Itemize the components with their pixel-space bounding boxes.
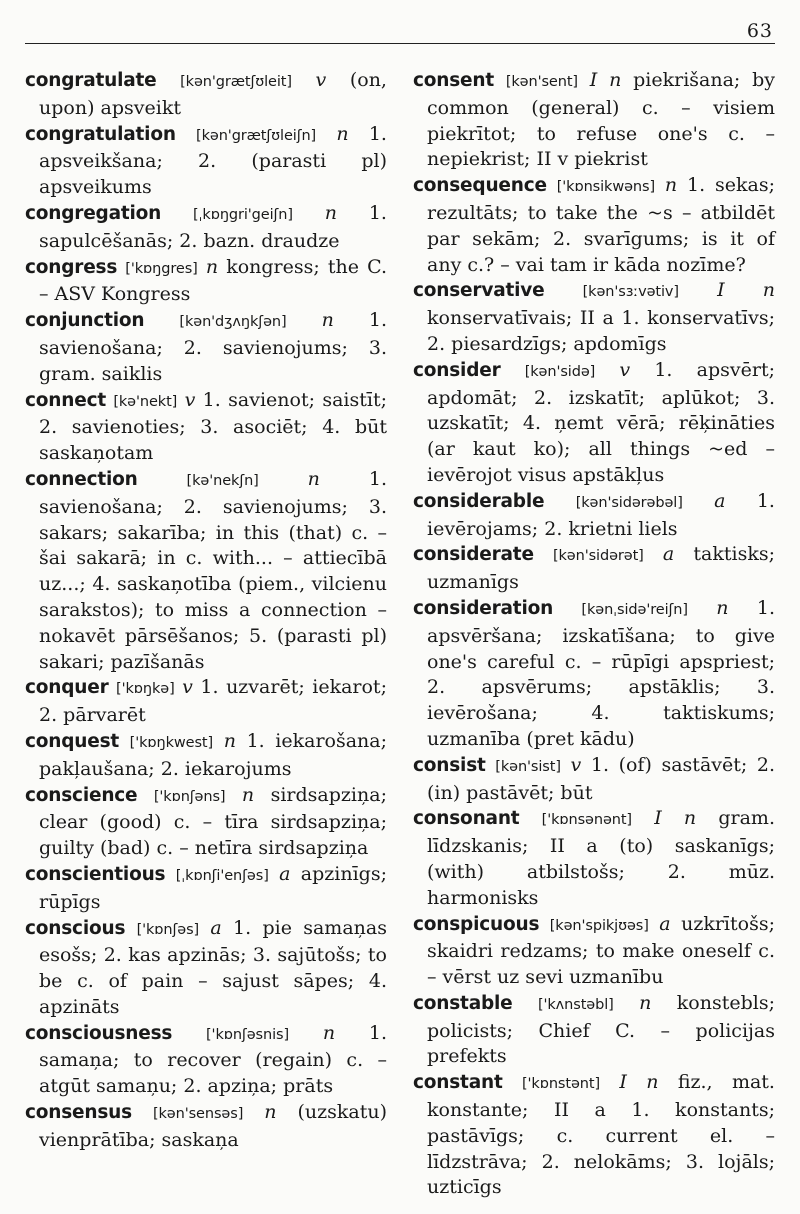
pronunciation: [kən'sent]	[505, 74, 578, 90]
dictionary-entry	[25, 388, 387, 467]
dictionary-entry	[25, 308, 387, 387]
definition: (on, upon) apsveikt	[39, 69, 387, 119]
headword: consist	[413, 754, 486, 776]
definition: konservatīvais; II a 1. konservatīvs; 2. piesardzīgs; apdomīgs	[427, 307, 775, 355]
definition: (uzskatu) vienprātība; saskaņa	[39, 1101, 387, 1151]
pronunciation: [ˌkɒnʃi'enʃəs]	[175, 867, 269, 884]
pronunciation: [kən'sidərəbəl]	[575, 494, 683, 511]
part-of-speech: a	[662, 543, 675, 566]
part-of-speech: v	[315, 69, 327, 91]
pronunciation: ['kɒnʃəns]	[153, 788, 226, 805]
dictionary-entry	[25, 862, 387, 916]
part-of-speech: a	[659, 912, 671, 935]
part-of-speech: v	[182, 676, 193, 699]
definition: konstebls; policists; Chief C. – policijas prefekts	[427, 991, 775, 1068]
headword: congratulation	[25, 123, 176, 145]
pronunciation: [kən'grætʃʊleiʃn]	[196, 127, 317, 144]
pronunciation: [kənˌsidə'reiʃn]	[581, 601, 688, 618]
part-of-speech: n	[324, 201, 338, 224]
dictionary-entry	[413, 991, 775, 1070]
headword: congress	[25, 256, 118, 278]
headword: conjunction	[25, 310, 145, 332]
definition: kongress; the C. – ASV Kongress	[39, 255, 387, 306]
dictionary-entry	[25, 201, 387, 255]
headword: conspicuous	[413, 913, 540, 935]
definition: piekrišana; by common (general) c. – visiem piekrītot; to refuse one's c. – nepiekrist; II v piekrist	[427, 69, 776, 171]
pronunciation: ['kɒŋkə]	[116, 681, 175, 698]
dictionary-entry	[413, 596, 775, 753]
headword: conquest	[25, 730, 120, 752]
definition: 1. (of) sastāvēt; 2. (in) pastāvēt; būt	[427, 753, 776, 804]
headword: conscious	[25, 917, 126, 939]
part-of-speech: a	[279, 862, 291, 885]
headword: consensus	[25, 1102, 132, 1124]
definition: 1. sekas; rezultāts; to take the ~s – atbildēt par sekām; 2. svarīgums; is it of any c.? – vai tam ir kāda nozīme?	[427, 174, 776, 276]
dictionary-columns	[25, 68, 775, 1201]
dictionary-entry	[25, 1021, 387, 1100]
part-of-speech: I n	[654, 807, 697, 830]
dictionary-entry	[25, 675, 387, 729]
dictionary-entry	[25, 255, 387, 309]
definition: 1. uzvarēt; iekarot; 2. pārvarēt	[39, 676, 387, 727]
part-of-speech: a	[714, 489, 726, 512]
part-of-speech: I n	[619, 1071, 659, 1094]
part-of-speech: n	[639, 991, 652, 1014]
definition: 1. savienošana; 2. savienojums; 3. gram. saiklis	[39, 309, 387, 385]
pronunciation: [kən'sist]	[495, 758, 561, 775]
dictionary-entry	[25, 467, 387, 675]
headword: consideration	[413, 597, 554, 619]
part-of-speech: a	[210, 916, 222, 939]
part-of-speech: n	[307, 467, 320, 490]
pronunciation: ['kɒnsikwəns]	[556, 179, 656, 196]
definition: 1. ievērojams; 2. krietni liels	[427, 489, 775, 540]
part-of-speech: n	[321, 309, 334, 332]
part-of-speech: n	[241, 783, 255, 806]
part-of-speech: n	[223, 729, 236, 752]
dictionary-entry	[413, 912, 775, 991]
headword: consent	[413, 70, 495, 91]
part-of-speech: v	[619, 358, 631, 381]
headword: constant	[413, 1072, 503, 1094]
part-of-speech: n	[322, 1021, 336, 1044]
headword: connect	[25, 389, 106, 411]
definition: apzinīgs; rūpīgs	[39, 862, 387, 913]
dictionary-entry	[413, 753, 775, 807]
part-of-speech: I n	[717, 279, 775, 302]
pronunciation: [kən'sensəs]	[152, 1106, 244, 1123]
dictionary-entry	[413, 358, 775, 489]
dictionary-entry	[25, 1100, 387, 1154]
pronunciation: [ˌkɒŋgri'geiʃn]	[192, 206, 293, 223]
pronunciation: [kən'sɜːvətiv]	[582, 284, 679, 301]
definition: 1. apsveikšana; 2. (parasti pl) apsveikums	[39, 122, 387, 199]
pronunciation: ['kɒnstənt]	[521, 1076, 600, 1093]
part-of-speech: v	[570, 753, 582, 776]
headword: conscientious	[25, 863, 166, 885]
pronunciation: ['kɒnʃəs]	[136, 921, 200, 938]
dictionary-entry	[25, 783, 387, 862]
dictionary-entry	[25, 122, 387, 201]
left-column	[25, 68, 387, 1201]
definition: gram. līdzskanis; II a (to) saskanīgs; (with) atbilstošs; 2. mūz. harmonisks	[427, 807, 775, 909]
dictionary-entry	[25, 916, 387, 1021]
headword: congratulate	[25, 70, 157, 91]
definition: fiz., mat. konstante; II a 1. konstants; pastāvīgs; c. current el. – līdzstrāva; 2. nelokāms; 3. lojāls; uzticīgs	[427, 1071, 775, 1199]
definition: 1. pie samaņas esošs; 2. kas apzinās; 3. sajūtošs; to be c. of pain – sajust sāpes; 4. apzināts	[39, 916, 387, 1018]
part-of-speech: n	[664, 174, 678, 197]
part-of-speech: v	[184, 388, 196, 411]
part-of-speech: n	[264, 1101, 277, 1124]
definition: uzkrītošs; skaidri redzams; to make oneself c. – vērst uz sevi uzmanību	[427, 912, 775, 989]
headword: congregation	[25, 202, 162, 224]
definition: 1. samaņa; to recover (regain) c. – atgūt samaņu; 2. apziņa; prāts	[39, 1021, 387, 1098]
headword: constable	[413, 992, 513, 1014]
dictionary-entry	[413, 542, 775, 596]
header-rule	[25, 43, 775, 44]
right-column	[413, 68, 775, 1201]
pronunciation: [kən'dʒʌŋkʃən]	[179, 314, 287, 331]
dictionary-entry	[25, 68, 387, 122]
headword: conquer	[25, 677, 109, 699]
part-of-speech: n	[716, 596, 729, 619]
headword: connection	[25, 468, 138, 490]
definition: taktisks; uzmanīgs	[427, 543, 775, 594]
pronunciation: ['kɒŋkwest]	[129, 734, 214, 751]
headword: consonant	[413, 808, 520, 830]
definition: 1. apsvērt; apdomāt; 2. izskatīt; aplūkot; 3. uzskatīt; 4. ņemt vērā; rēķināties (ar kaut ko); all things ~ed – ievērojot visus apstākļus	[427, 358, 775, 486]
dictionary-entry	[413, 1070, 775, 1201]
part-of-speech: n	[336, 122, 349, 145]
pronunciation: [kən'sidə]	[524, 363, 596, 380]
definition: 1. sapulcēšanās; 2. bazn. draudze	[39, 201, 387, 252]
definition: sirdsapziņa; clear (good) c. – tīra sirdsapziņa; guilty (bad) c. – netīra sirdsapziņa	[39, 783, 387, 860]
definition: 1. savienošana; 2. savienojums; 3. sakars; sakarība; in this (that) c. – šai sakarā; in c. with... – attiecībā uz...; 4. saskaņotība (piem., vilcienu sarakstos); to miss a connection – nokavēt pārsēšanos; 5. (parasti pl) sakari; pazīšanās	[39, 467, 387, 673]
page-number: 63	[746, 20, 773, 42]
definition: 1. apsvēršana; izskatīšana; to give one's careful c. – rūpīgi apspriest; 2. apsvērums; apstāklis; 3. ievērošana; 4. taktiskums; uzmanība (pret kādu)	[427, 596, 775, 750]
headword: considerable	[413, 490, 545, 512]
headword: conscience	[25, 784, 138, 806]
pronunciation: [kən'sidərət]	[552, 548, 644, 565]
pronunciation: [kən'spikjʊəs]	[549, 917, 649, 934]
pronunciation: ['kʌnstəbl]	[537, 996, 614, 1013]
pronunciation: [kə'nekt]	[113, 393, 178, 410]
dictionary-entry	[413, 68, 775, 173]
pronunciation: ['kɒnʃəsnis]	[206, 1026, 290, 1043]
definition: 1. iekarošana; pakļaušana; 2. iekarojums	[39, 729, 388, 780]
pronunciation: [kən'grætʃʊleit]	[180, 74, 292, 90]
dictionary-entry	[25, 729, 387, 783]
part-of-speech: n	[205, 255, 219, 278]
dictionary-entry	[413, 173, 775, 278]
headword: consider	[413, 359, 501, 381]
headword: consciousness	[25, 1022, 173, 1044]
definition: 1. savienot; saistīt; 2. savienoties; 3. asociēt; 4. būt saskaņotam	[39, 388, 387, 465]
pronunciation: ['kɒnsənənt]	[541, 812, 632, 829]
dictionary-entry	[413, 489, 775, 543]
dictionary-entry	[413, 278, 775, 357]
headword: considerate	[413, 544, 534, 566]
dictionary-entry	[413, 806, 775, 911]
pronunciation: [kə'nekʃn]	[186, 472, 259, 489]
headword: conservative	[413, 280, 545, 302]
part-of-speech: I n	[589, 69, 622, 91]
pronunciation: ['kɒŋgres]	[125, 260, 198, 277]
headword: consequence	[413, 175, 547, 197]
